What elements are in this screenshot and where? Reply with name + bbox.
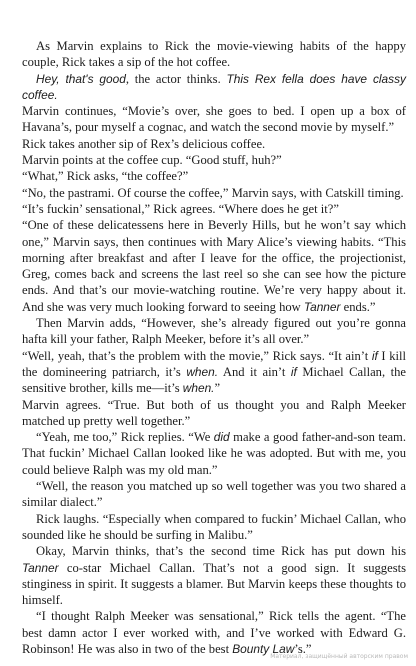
paragraph: [22, 397, 406, 430]
paragraph: [22, 608, 406, 657]
text-run: “Yeah, me too,” Rick replies. “We: [36, 430, 214, 445]
text-run: Rick takes another sip of Rex’s delicious coffee.: [22, 136, 266, 151]
text-run: “One of these delicatessens here in Beverly Hills, but he won’t say which one,” Marvin says, then continues with Mary Alice’s viewing habits. “This morning after breakfast and after I leave for the office, the projectionist, Greg, comes back and screens the last reel so she can see how the picture ends. And that’s our movie-watching routine. We’re very happy about it. And she was very much looking forward to seeing how: [22, 218, 406, 314]
watermark: Материал, защищённый авторским правом: [270, 653, 408, 660]
paragraph: [22, 201, 406, 217]
paragraph: [22, 511, 406, 544]
paragraph: [22, 71, 406, 104]
text-run: when.: [186, 364, 219, 379]
page-body: [22, 38, 406, 657]
text-run: “No, the pastrami. Of course the coffee,” Marvin says, with Catskill timing.: [22, 185, 404, 200]
text-run: Okay, Marvin thinks, that’s the second time Rick has put down his: [36, 544, 406, 559]
text-run: Rick laughs. “Especially when compared to fuckin’ Michael Callan, who sounded like he should be surfing in Malibu.”: [22, 511, 406, 542]
text-run: And it ain’t: [218, 364, 291, 379]
paragraph: [22, 152, 406, 168]
paragraph: [22, 478, 406, 511]
paragraph: [22, 348, 406, 397]
text-run: , the actor thinks.: [125, 71, 227, 86]
text-run: when.: [182, 381, 215, 396]
text-run: Bounty Law: [232, 641, 295, 656]
text-run: Tanner: [303, 299, 341, 314]
text-run: I kill the domineering patriarch, it’s: [22, 348, 406, 379]
text-run: Marvin agrees. “True. But both of us thought you and Ralph Meeker matched up pretty well together.”: [22, 397, 406, 428]
paragraph: [22, 103, 406, 136]
text-run: This Rex fella does have classy coffee.: [22, 71, 406, 102]
text-run: did: [213, 430, 230, 445]
text-run: if: [371, 348, 378, 363]
text-run: ’s.”: [294, 641, 312, 656]
text-run: “Well, yeah, that’s the problem with the movie,” Rick says. “It ain’t: [22, 348, 372, 363]
paragraph: [22, 429, 406, 478]
text-run: Marvin points at the coffee cup. “Good stuff, huh?”: [22, 153, 282, 168]
paragraph: [22, 543, 406, 608]
paragraph: [22, 168, 406, 184]
text-run: make a good father-and-son team. That fuckin’ Michael Callan looked like he was adopted. But with me, you could believe Ralph was my old man.”: [22, 430, 406, 477]
text-run: Tanner: [22, 560, 59, 575]
text-run: Marvin continues, “Movie’s over, she goes to bed. I open up a box of Havana’s, pour myself a cognac, and watch the second movie by myself.”: [22, 104, 406, 135]
text-run: ends.”: [340, 299, 376, 314]
paragraph: [22, 38, 406, 71]
text-run: As Marvin explains to Rick the movie-viewing habits of the happy couple, Rick takes a sip of the hot coffee.: [22, 39, 406, 70]
paragraph: [22, 136, 406, 152]
text-run: “What,” Rick asks, “the coffee?”: [22, 169, 189, 184]
text-run: Then Marvin adds, “However, she’s already figured out you’re gonna hafta kill your father, Ralph Meeker, before it’s all over.”: [22, 316, 406, 347]
paragraph: [22, 185, 406, 201]
text-run: co-star Michael Callan. That’s not a good sign. It suggests stinginess in spirit. It suggests a blamer. But Marvin keeps these thoughts to himself.: [22, 560, 406, 608]
paragraph: [22, 315, 406, 348]
text-run: ”: [214, 381, 221, 396]
text-run: Michael Callan, the sensitive brother, kills me—it’s: [22, 364, 406, 396]
text-run: Hey, that's good: [36, 71, 126, 86]
text-run: “I thought Ralph Meeker was sensational,” Rick tells the agent. “The best damn actor I ever worked with, and I’ve worked with Edward G. Robinson! He was also in two of the best: [22, 609, 406, 656]
text-run: “Well, the reason you matched up so well together was you two shared a similar dialect.”: [22, 479, 406, 510]
text-run: “It’s fuckin’ sensational,” Rick agrees. “Where does he get it?”: [22, 201, 339, 216]
paragraph: [22, 217, 406, 315]
text-run: if: [290, 364, 297, 379]
